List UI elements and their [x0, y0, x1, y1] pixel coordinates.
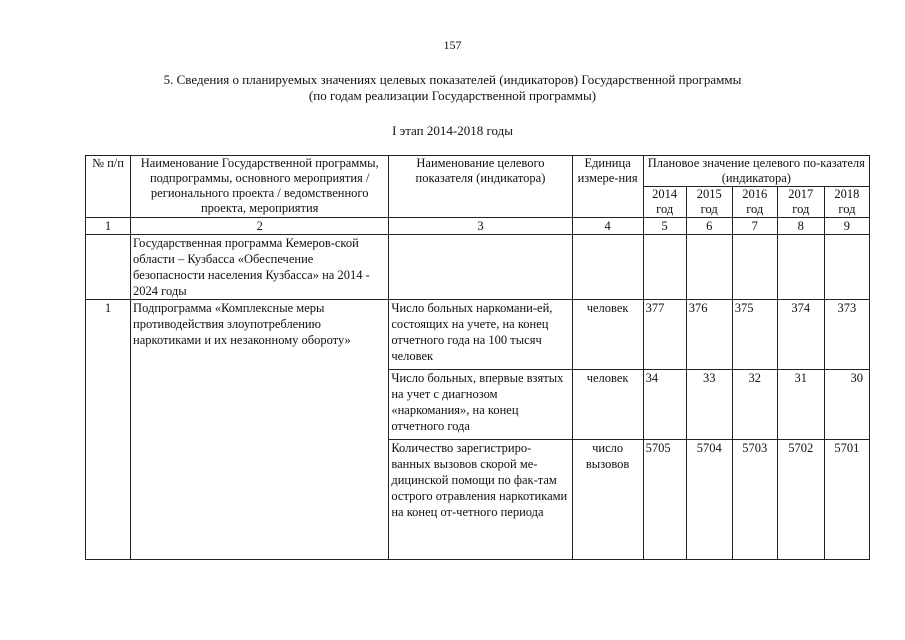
column-number: 1 — [86, 218, 131, 235]
title-line-2: (по годам реализации Государственной программы) — [308, 88, 597, 103]
header-indicator: Наименование целевого показателя (индикатора) — [389, 156, 572, 218]
indicator-value: 31 — [777, 370, 824, 440]
column-number: 6 — [686, 218, 732, 235]
header-name: Наименование Государственной программы, подпрограммы, основного мероприятия / регионального проекта / ведомственного проекта, мероприятия — [131, 156, 389, 218]
column-number: 4 — [572, 218, 643, 235]
indicator-value: 377 — [643, 300, 686, 370]
indicator-value: 34 — [643, 370, 686, 440]
stage-heading: I этап 2014-2018 годы — [392, 123, 513, 138]
header-unit: Единица измере-ния — [572, 156, 643, 218]
indicator-value: 32 — [732, 370, 777, 440]
indicator-value: 5703 — [732, 440, 777, 560]
program-row — [86, 235, 870, 300]
page-title — [0, 72, 905, 104]
header-year: 2014 год — [643, 187, 686, 218]
indicator-row — [86, 300, 870, 370]
indicator-name: Число больных, впервые взятых на учет с диагнозом «наркомания», на конец отчетного года — [389, 370, 572, 440]
indicator-value: 5702 — [777, 440, 824, 560]
header-year: 2015 год — [686, 187, 732, 218]
table-header-row — [86, 156, 870, 187]
page-number: 157 — [443, 38, 462, 52]
column-number: 3 — [389, 218, 572, 235]
header-year: 2016 год — [732, 187, 777, 218]
indicator-value: 375 — [732, 300, 777, 370]
indicators-table — [85, 155, 870, 560]
column-number: 2 — [131, 218, 389, 235]
column-number: 5 — [643, 218, 686, 235]
column-number-row — [86, 218, 870, 235]
header-num: № п/п — [86, 156, 131, 218]
subprogram-name: Подпрограмма «Комплексные меры противодействия злоупотреблению наркотиками и их незаконному обороту» — [131, 300, 389, 560]
indicator-value: 33 — [686, 370, 732, 440]
header-year: 2018 год — [824, 187, 869, 218]
subprogram-num: 1 — [86, 300, 131, 560]
column-number: 8 — [777, 218, 824, 235]
indicator-value: 5705 — [643, 440, 686, 560]
header-year: 2017 год — [777, 187, 824, 218]
indicator-value: 373 — [824, 300, 869, 370]
title-line-1: 5. Сведения о планируемых значениях целевых показателей (индикаторов) Государственной программы — [163, 72, 742, 87]
indicator-value: 376 — [686, 300, 732, 370]
indicator-value: 374 — [777, 300, 824, 370]
header-planned: Плановое значение целевого по-казателя (индикатора) — [643, 156, 869, 187]
indicator-value: 5701 — [824, 440, 869, 560]
indicator-name: Количество зарегистриро-ванных вызовов скорой ме-дицинской помощи по фак-там острого отравления наркотиками на конец от-четного периода — [389, 440, 572, 560]
indicator-value: 5704 — [686, 440, 732, 560]
indicator-unit: человек — [572, 370, 643, 440]
program-name: Государственная программа Кемеров-ской области – Кузбасса «Обеспечение безопасности населения Кузбасса» на 2014 - 2024 годы — [131, 235, 389, 300]
indicator-unit: число вызовов — [572, 440, 643, 560]
column-number: 7 — [732, 218, 777, 235]
column-number: 9 — [824, 218, 869, 235]
indicator-unit: человек — [572, 300, 643, 370]
indicator-name: Число больных наркомани-ей, состоящих на учете, на конец отчетного года на 100 тысяч человек — [389, 300, 572, 370]
indicator-value: 30 — [824, 370, 869, 440]
